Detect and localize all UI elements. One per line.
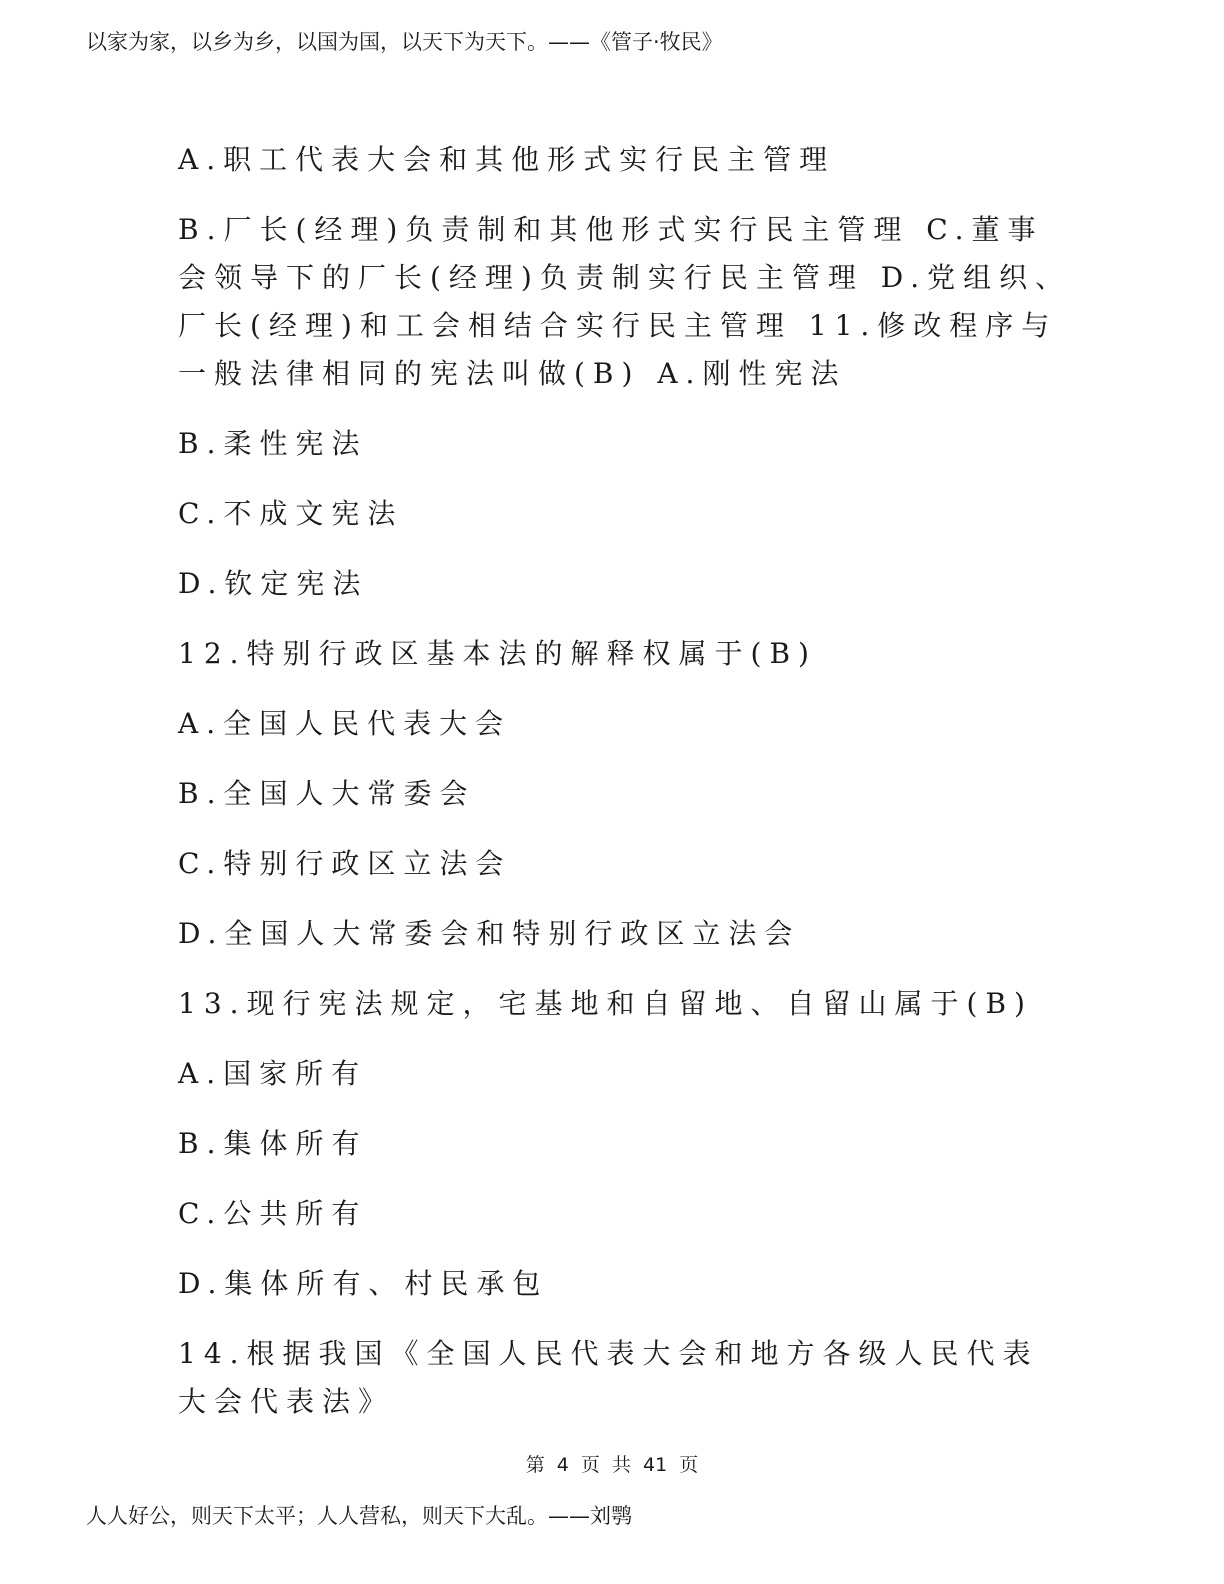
text-line: 大会代表法》 (178, 1385, 395, 1418)
text-line: 13.现行宪法规定，宅基地和自留地、自留山属于(B) (178, 987, 1033, 1020)
text-line: A.国家所有 (178, 1057, 368, 1090)
option-paragraph (178, 1190, 1058, 1238)
text-line: D.钦定宪法 (178, 567, 369, 600)
text-line: 14.根据我国《全国人民代表大会和地方各级人民代表 (178, 1337, 1039, 1370)
text-line: 厂长(经理)和工会相结合实行民主管理 11.修改程序与 (178, 309, 1058, 342)
question-paragraph (178, 1330, 1058, 1426)
option-paragraph (178, 490, 1058, 538)
text-line: C.公共所有 (178, 1197, 368, 1230)
text-line: B.柔性宪法 (178, 427, 368, 460)
text-line: C.特别行政区立法会 (178, 847, 512, 880)
text-line: C.不成文宪法 (178, 497, 404, 530)
footer-quote: 人人好公，则天下太平；人人营私，则天下大乱。——刘鹗 (86, 1504, 632, 1528)
option-paragraph (178, 840, 1058, 888)
text-line: A.职工代表大会和其他形式实行民主管理 (178, 143, 836, 176)
option-paragraph (178, 1050, 1058, 1098)
option-paragraph (178, 420, 1058, 468)
option-paragraph (178, 1260, 1058, 1308)
question-paragraph (178, 980, 1058, 1028)
question-paragraph (178, 630, 1058, 678)
option-paragraph (178, 560, 1058, 608)
option-paragraph (178, 770, 1058, 818)
page-number: 第 4 页 共 41 页 (525, 1454, 699, 1476)
header-quote: 以家为家，以乡为乡，以国为国，以天下为天下。——《管子·牧民》 (86, 30, 723, 54)
text-line: B.厂长(经理)负责制和其他形式实行民主管理 C.董事 (178, 213, 1044, 246)
text-line: 12.特别行政区基本法的解释权属于(B) (178, 637, 817, 670)
text-line: D.集体所有、村民承包 (178, 1267, 549, 1300)
option-a-paragraph (178, 136, 1058, 184)
text-line: 一般法律相同的宪法叫做(B) A.刚性宪法 (178, 357, 847, 390)
text-line: D.全国人大常委会和特别行政区立法会 (178, 917, 801, 950)
document-body (178, 136, 1072, 1448)
text-line: A.全国人民代表大会 (178, 707, 512, 740)
option-paragraph (178, 700, 1058, 748)
option-paragraph (178, 910, 1058, 958)
text-line: B.集体所有 (178, 1127, 368, 1160)
mixed-options-paragraph (178, 206, 1072, 398)
option-paragraph (178, 1120, 1058, 1168)
text-line: B.全国人大常委会 (178, 777, 476, 810)
text-line: 会领导下的厂长(经理)负责制实行民主管理 D.党组织、 (178, 261, 1072, 294)
